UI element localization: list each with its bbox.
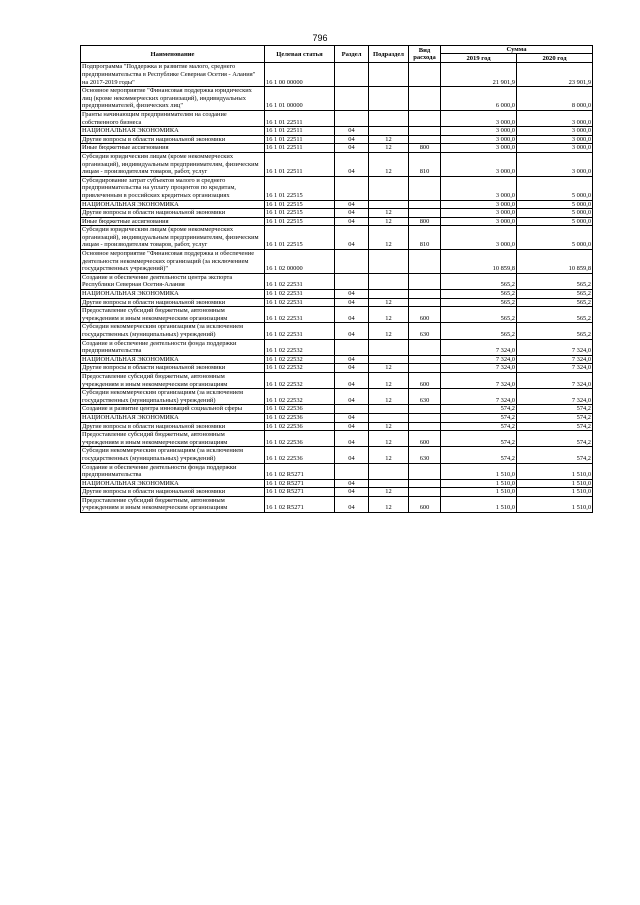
cell-expense-type (409, 413, 441, 422)
cell-section: 04 (335, 431, 369, 447)
cell-name: НАЦИОНАЛЬНАЯ ЭКОНОМИКА (81, 200, 265, 209)
cell-amount-2020: 7 324,0 (517, 389, 593, 405)
cell-name: НАЦИОНАЛЬНАЯ ЭКОНОМИКА (81, 355, 265, 364)
table-row (81, 226, 593, 250)
table-row (81, 431, 593, 447)
cell-amount-2020: 574,2 (517, 422, 593, 431)
cell-amount-2019: 3 000,0 (441, 176, 517, 200)
cell-amount-2020: 565,2 (517, 323, 593, 339)
cell-amount-2020: 574,2 (517, 431, 593, 447)
cell-amount-2019: 7 324,0 (441, 355, 517, 364)
cell-subsection: 12 (369, 447, 409, 463)
cell-amount-2020: 3 000,0 (517, 110, 593, 126)
cell-name: Субсидии некоммерческим организациям (за исключением государственных (муниципальных) учреждений) (81, 389, 265, 405)
table-row (81, 422, 593, 431)
cell-target-article: 16 1 01 22515 (265, 226, 335, 250)
cell-amount-2020: 7 324,0 (517, 339, 593, 355)
cell-name: Другие вопросы в области национальной экономики (81, 488, 265, 497)
cell-expense-type (409, 364, 441, 373)
cell-amount-2019: 6 000,0 (441, 87, 517, 111)
cell-expense-type (409, 290, 441, 299)
cell-subsection (369, 290, 409, 299)
cell-expense-type (409, 135, 441, 144)
cell-expense-type (409, 405, 441, 414)
header-subsection: Подраздел (369, 46, 409, 63)
cell-expense-type: 630 (409, 447, 441, 463)
cell-section: 04 (335, 127, 369, 136)
cell-target-article: 16 1 02 22536 (265, 405, 335, 414)
cell-subsection (369, 176, 409, 200)
cell-subsection (369, 355, 409, 364)
table-row (81, 144, 593, 153)
cell-target-article: 16 1 02 22532 (265, 364, 335, 373)
table-row (81, 176, 593, 200)
table-row (81, 355, 593, 364)
cell-target-article: 16 1 01 22511 (265, 144, 335, 153)
cell-expense-type (409, 488, 441, 497)
table-row (81, 372, 593, 388)
cell-amount-2019: 21 901,9 (441, 63, 517, 87)
table-row (81, 152, 593, 176)
cell-section (335, 463, 369, 479)
cell-target-article: 16 1 00 00000 (265, 63, 335, 87)
table-row (81, 135, 593, 144)
cell-amount-2019: 3 000,0 (441, 152, 517, 176)
cell-amount-2019: 7 324,0 (441, 389, 517, 405)
cell-section: 04 (335, 496, 369, 512)
cell-amount-2020: 7 324,0 (517, 355, 593, 364)
table-row (81, 298, 593, 307)
table-row (81, 217, 593, 226)
cell-expense-type (409, 209, 441, 218)
cell-name: Создание и обеспечение деятельности фонда поддержки предпринимательства (81, 339, 265, 355)
cell-subsection (369, 200, 409, 209)
cell-name: Другие вопросы в области национальной экономики (81, 209, 265, 218)
cell-section: 04 (335, 290, 369, 299)
cell-amount-2020: 5 000,0 (517, 226, 593, 250)
cell-expense-type: 600 (409, 496, 441, 512)
cell-subsection: 12 (369, 496, 409, 512)
cell-section: 04 (335, 144, 369, 153)
cell-expense-type (409, 422, 441, 431)
cell-amount-2020: 565,2 (517, 273, 593, 289)
cell-amount-2020: 1 510,0 (517, 496, 593, 512)
cell-subsection: 12 (369, 307, 409, 323)
table-row (81, 200, 593, 209)
cell-section: 04 (335, 226, 369, 250)
cell-amount-2020: 565,2 (517, 298, 593, 307)
cell-section: 04 (335, 389, 369, 405)
table-row (81, 364, 593, 373)
cell-amount-2020: 23 901,9 (517, 63, 593, 87)
cell-target-article: 16 1 02 22531 (265, 290, 335, 299)
header-amount: Сумма (441, 46, 593, 54)
cell-amount-2020: 10 859,8 (517, 250, 593, 274)
cell-subsection (369, 63, 409, 87)
cell-amount-2020: 5 000,0 (517, 200, 593, 209)
table-row (81, 389, 593, 405)
cell-amount-2020: 3 000,0 (517, 144, 593, 153)
cell-section: 04 (335, 479, 369, 488)
cell-amount-2019: 3 000,0 (441, 127, 517, 136)
table-body (81, 63, 593, 513)
cell-amount-2019: 3 000,0 (441, 135, 517, 144)
cell-subsection (369, 110, 409, 126)
cell-amount-2019: 3 000,0 (441, 144, 517, 153)
cell-subsection: 12 (369, 298, 409, 307)
header-section: Раздел (335, 46, 369, 63)
cell-target-article: 16 1 02 22531 (265, 307, 335, 323)
cell-name: Другие вопросы в области национальной экономики (81, 364, 265, 373)
cell-expense-type (409, 250, 441, 274)
cell-subsection: 12 (369, 389, 409, 405)
cell-amount-2020: 565,2 (517, 307, 593, 323)
cell-expense-type: 800 (409, 217, 441, 226)
cell-amount-2019: 3 000,0 (441, 217, 517, 226)
cell-name: Предоставление субсидий бюджетным, автономным учреждениям и иным некоммерческим организациям (81, 372, 265, 388)
cell-amount-2020: 8 000,0 (517, 87, 593, 111)
cell-target-article: 16 1 02 22531 (265, 323, 335, 339)
cell-amount-2019: 574,2 (441, 447, 517, 463)
cell-amount-2019: 565,2 (441, 273, 517, 289)
cell-target-article: 16 1 02 R5271 (265, 463, 335, 479)
cell-section: 04 (335, 488, 369, 497)
cell-amount-2020: 1 510,0 (517, 463, 593, 479)
table-row (81, 110, 593, 126)
cell-name: Субсидирование затрат субъектов малого и среднего предпринимательства на уплату процентов по кредитам, привлеченным в российских кредитных организациях (81, 176, 265, 200)
cell-subsection (369, 250, 409, 274)
cell-name: Создание и развитие центра инноваций социальной сферы (81, 405, 265, 414)
table-row (81, 87, 593, 111)
cell-name: Иные бюджетные ассигнования (81, 217, 265, 226)
cell-target-article: 16 1 01 22511 (265, 127, 335, 136)
cell-expense-type: 800 (409, 144, 441, 153)
cell-subsection (369, 87, 409, 111)
cell-amount-2019: 3 000,0 (441, 200, 517, 209)
cell-subsection: 12 (369, 217, 409, 226)
cell-amount-2020: 7 324,0 (517, 364, 593, 373)
cell-target-article: 16 1 01 22515 (265, 217, 335, 226)
cell-expense-type: 630 (409, 323, 441, 339)
table-row (81, 447, 593, 463)
cell-name: НАЦИОНАЛЬНАЯ ЭКОНОМИКА (81, 127, 265, 136)
cell-amount-2020: 5 000,0 (517, 209, 593, 218)
table-row (81, 496, 593, 512)
cell-amount-2019: 7 324,0 (441, 364, 517, 373)
table-row (81, 479, 593, 488)
cell-amount-2019: 574,2 (441, 413, 517, 422)
cell-amount-2019: 1 510,0 (441, 488, 517, 497)
cell-expense-type (409, 127, 441, 136)
cell-target-article: 16 1 02 22532 (265, 389, 335, 405)
cell-expense-type (409, 176, 441, 200)
cell-target-article: 16 1 01 22515 (265, 176, 335, 200)
table-row (81, 488, 593, 497)
cell-subsection: 12 (369, 431, 409, 447)
cell-name: Создание и обеспечение деятельности фонда поддержки предпринимательства (81, 463, 265, 479)
cell-target-article: 16 1 02 22532 (265, 339, 335, 355)
table-row (81, 323, 593, 339)
cell-name: НАЦИОНАЛЬНАЯ ЭКОНОМИКА (81, 290, 265, 299)
cell-expense-type (409, 298, 441, 307)
cell-name: Предоставление субсидий бюджетным, автономным учреждениям и иным некоммерческим организациям (81, 431, 265, 447)
cell-target-article: 16 1 02 R5271 (265, 488, 335, 497)
cell-amount-2019: 574,2 (441, 431, 517, 447)
cell-amount-2020: 574,2 (517, 405, 593, 414)
table-row (81, 250, 593, 274)
cell-expense-type (409, 87, 441, 111)
cell-expense-type: 810 (409, 152, 441, 176)
cell-amount-2020: 565,2 (517, 290, 593, 299)
cell-target-article: 16 1 02 22532 (265, 372, 335, 388)
cell-subsection (369, 339, 409, 355)
cell-name: Предоставление субсидий бюджетным, автономным учреждениям и иным некоммерческим организациям (81, 496, 265, 512)
cell-amount-2019: 1 510,0 (441, 463, 517, 479)
cell-amount-2019: 3 000,0 (441, 226, 517, 250)
cell-subsection (369, 273, 409, 289)
cell-amount-2020: 5 000,0 (517, 217, 593, 226)
cell-section (335, 250, 369, 274)
cell-section: 04 (335, 364, 369, 373)
cell-amount-2019: 1 510,0 (441, 479, 517, 488)
cell-section: 04 (335, 298, 369, 307)
cell-section: 04 (335, 323, 369, 339)
cell-target-article: 16 1 02 22532 (265, 355, 335, 364)
cell-section (335, 273, 369, 289)
cell-amount-2019: 565,2 (441, 290, 517, 299)
table-row (81, 413, 593, 422)
cell-subsection: 12 (369, 152, 409, 176)
cell-name: Предоставление субсидий бюджетным, автономным учреждениям и иным некоммерческим организациям (81, 307, 265, 323)
cell-name: Подпрограмма "Поддержка и развитие малого, среднего предпринимательства в Республике Северная Осетия - Алания" на 2017-2019 годы" (81, 63, 265, 87)
cell-amount-2019: 3 000,0 (441, 209, 517, 218)
table-row (81, 339, 593, 355)
cell-expense-type (409, 463, 441, 479)
cell-name: Другие вопросы в области национальной экономики (81, 298, 265, 307)
table-row (81, 63, 593, 87)
cell-section: 04 (335, 135, 369, 144)
cell-target-article: 16 1 02 22531 (265, 298, 335, 307)
cell-amount-2020: 574,2 (517, 447, 593, 463)
cell-section (335, 405, 369, 414)
cell-name: НАЦИОНАЛЬНАЯ ЭКОНОМИКА (81, 413, 265, 422)
cell-subsection: 12 (369, 372, 409, 388)
header-expense-type: Вид расхода (409, 46, 441, 63)
cell-target-article: 16 1 02 R5271 (265, 496, 335, 512)
cell-target-article: 16 1 01 00000 (265, 87, 335, 111)
cell-amount-2020: 7 324,0 (517, 372, 593, 388)
cell-section (335, 63, 369, 87)
cell-name: Основное мероприятие "Финансовая поддержка юридических лиц (кроме некоммерческих организаций), индивидуальных предпринимателей, физических лиц" (81, 87, 265, 111)
cell-section: 04 (335, 152, 369, 176)
cell-amount-2019: 1 510,0 (441, 496, 517, 512)
cell-expense-type (409, 63, 441, 87)
cell-target-article: 16 1 02 00000 (265, 250, 335, 274)
cell-amount-2020: 3 000,0 (517, 135, 593, 144)
table-row (81, 127, 593, 136)
cell-section: 04 (335, 372, 369, 388)
cell-amount-2020: 5 000,0 (517, 176, 593, 200)
cell-amount-2019: 7 324,0 (441, 339, 517, 355)
cell-section: 04 (335, 422, 369, 431)
cell-section: 04 (335, 307, 369, 323)
cell-amount-2019: 7 324,0 (441, 372, 517, 388)
cell-name: Субсидии юридическим лицам (кроме некоммерческих организаций), индивидуальным предпринимателям, физическим лицам - производителям товаров, работ, услуг (81, 152, 265, 176)
cell-name: Субсидии некоммерческим организациям (за исключением государственных (муниципальных) учреждений) (81, 447, 265, 463)
cell-name: Основное мероприятие "Финансовая поддержка и обеспечение деятельности некоммерческих организаций (за исключением государственных учреждений)" (81, 250, 265, 274)
cell-subsection: 12 (369, 209, 409, 218)
cell-subsection: 12 (369, 422, 409, 431)
cell-expense-type (409, 479, 441, 488)
cell-target-article: 16 1 02 22536 (265, 422, 335, 431)
table-row (81, 209, 593, 218)
cell-amount-2020: 1 510,0 (517, 479, 593, 488)
cell-expense-type: 600 (409, 431, 441, 447)
cell-section: 04 (335, 447, 369, 463)
cell-subsection: 12 (369, 226, 409, 250)
cell-subsection (369, 413, 409, 422)
cell-subsection: 12 (369, 488, 409, 497)
table-header (81, 46, 593, 63)
cell-section (335, 339, 369, 355)
header-year-2019: 2019 год (441, 54, 517, 63)
cell-target-article: 16 1 01 22511 (265, 135, 335, 144)
cell-expense-type (409, 110, 441, 126)
cell-target-article: 16 1 01 22511 (265, 110, 335, 126)
cell-expense-type: 600 (409, 307, 441, 323)
cell-amount-2019: 565,2 (441, 323, 517, 339)
cell-amount-2019: 3 000,0 (441, 110, 517, 126)
cell-target-article: 16 1 02 22531 (265, 273, 335, 289)
cell-section: 04 (335, 200, 369, 209)
cell-section: 04 (335, 209, 369, 218)
cell-amount-2019: 565,2 (441, 298, 517, 307)
cell-subsection: 12 (369, 323, 409, 339)
table-row (81, 290, 593, 299)
table-row (81, 405, 593, 414)
cell-section (335, 176, 369, 200)
cell-expense-type: 810 (409, 226, 441, 250)
cell-name: Создание и обеспечение деятельности центра экспорта Республики Северная Осетия-Алания (81, 273, 265, 289)
cell-amount-2019: 574,2 (441, 405, 517, 414)
cell-target-article: 16 1 02 22536 (265, 447, 335, 463)
cell-target-article: 16 1 01 22511 (265, 152, 335, 176)
cell-amount-2020: 574,2 (517, 413, 593, 422)
cell-section: 04 (335, 413, 369, 422)
cell-subsection (369, 405, 409, 414)
cell-name: Субсидии юридическим лицам (кроме некоммерческих организаций), индивидуальным предпринимателям, физическим лицам - производителям товаров, работ, услуг (81, 226, 265, 250)
cell-target-article: 16 1 02 R5271 (265, 479, 335, 488)
header-year-2020: 2020 год (517, 54, 593, 63)
cell-target-article: 16 1 01 22515 (265, 200, 335, 209)
cell-section: 04 (335, 217, 369, 226)
cell-expense-type (409, 339, 441, 355)
page-number: 796 (312, 33, 328, 43)
cell-subsection (369, 479, 409, 488)
cell-expense-type: 600 (409, 372, 441, 388)
cell-expense-type (409, 355, 441, 364)
cell-subsection (369, 127, 409, 136)
cell-name: Другие вопросы в области национальной экономики (81, 135, 265, 144)
cell-amount-2019: 565,2 (441, 307, 517, 323)
cell-subsection: 12 (369, 364, 409, 373)
cell-section (335, 87, 369, 111)
cell-target-article: 16 1 01 22515 (265, 209, 335, 218)
table-row (81, 307, 593, 323)
cell-subsection: 12 (369, 135, 409, 144)
cell-name: Субсидии некоммерческим организациям (за исключением государственных (муниципальных) учреждений) (81, 323, 265, 339)
header-target-article: Целевая статья (265, 46, 335, 63)
cell-expense-type (409, 273, 441, 289)
cell-target-article: 16 1 02 22536 (265, 431, 335, 447)
cell-subsection (369, 463, 409, 479)
table-row (81, 273, 593, 289)
cell-name: Другие вопросы в области национальной экономики (81, 422, 265, 431)
cell-target-article: 16 1 02 22536 (265, 413, 335, 422)
cell-amount-2020: 1 510,0 (517, 488, 593, 497)
cell-section: 04 (335, 355, 369, 364)
budget-table (80, 45, 593, 513)
header-name: Наименование (81, 46, 265, 63)
cell-expense-type (409, 200, 441, 209)
cell-subsection: 12 (369, 144, 409, 153)
cell-amount-2019: 574,2 (441, 422, 517, 431)
cell-amount-2020: 3 000,0 (517, 152, 593, 176)
table-row (81, 463, 593, 479)
cell-name: НАЦИОНАЛЬНАЯ ЭКОНОМИКА (81, 479, 265, 488)
cell-amount-2020: 3 000,0 (517, 127, 593, 136)
cell-name: Иные бюджетные ассигнования (81, 144, 265, 153)
cell-amount-2019: 10 859,8 (441, 250, 517, 274)
cell-name: Гранты начинающим предпринимателям на создание собственного бизнеса (81, 110, 265, 126)
cell-section (335, 110, 369, 126)
cell-expense-type: 630 (409, 389, 441, 405)
